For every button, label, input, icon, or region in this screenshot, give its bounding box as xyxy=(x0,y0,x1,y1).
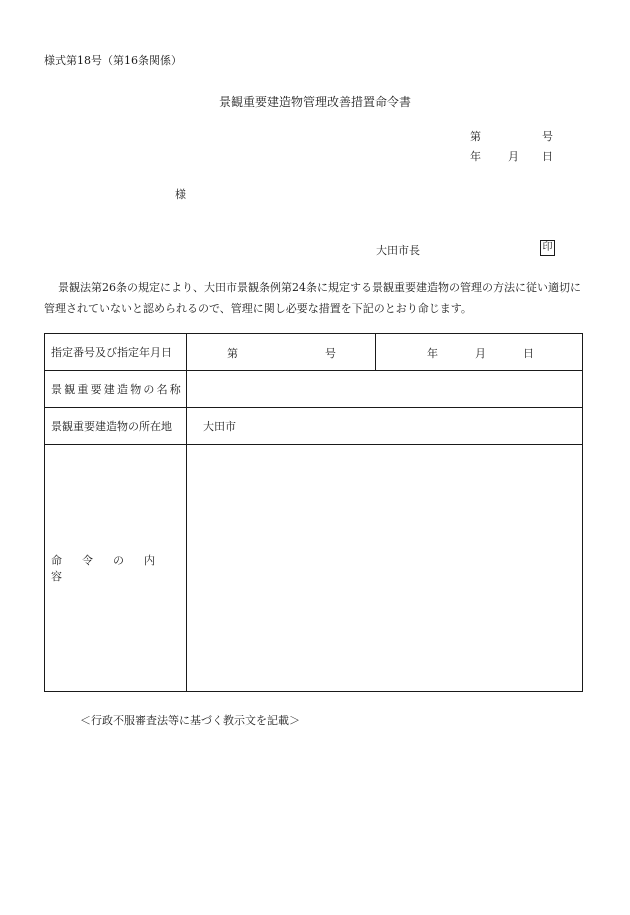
table-row-content xyxy=(45,445,583,692)
number-prefix: 第 xyxy=(470,130,481,143)
table-row-name xyxy=(45,371,583,408)
designation-number-prefix: 第 xyxy=(227,347,238,360)
appeal-notice: ＜行政不服審査法等に基づく教示文を記載＞ xyxy=(80,714,300,727)
designation-day: 日 xyxy=(523,347,534,360)
building-name-value xyxy=(187,371,583,408)
date-year: 年 xyxy=(470,150,481,163)
table-row-location xyxy=(45,408,583,445)
date-month: 月 xyxy=(508,150,519,163)
addressee-suffix: 様 xyxy=(175,188,186,201)
building-location-value: 大田市 xyxy=(187,408,583,445)
order-statement-text: 景観法第26条の規定により、大田市景観条例第24条に規定する景観重要建造物の管理の方法に従い適切に管理されていないと認められるので、管理に関し必要な措置を下記のとおり命じます。 xyxy=(44,281,581,315)
table-row-designation xyxy=(45,334,583,371)
designation-number-suffix: 号 xyxy=(325,347,336,360)
designation-value xyxy=(187,334,583,371)
document-title: 景観重要建造物管理改善措置命令書 xyxy=(218,95,411,109)
designation-label: 指定番号及び指定年月日 xyxy=(45,334,187,371)
date-day: 日 xyxy=(542,150,553,163)
form-number: 様式第18号（第16条関係） xyxy=(44,54,182,67)
issuer-name: 大田市長 xyxy=(376,244,420,257)
building-location-label: 景観重要建造物の所在地 xyxy=(45,408,187,445)
order-table xyxy=(44,333,583,692)
designation-divider xyxy=(375,334,376,370)
building-name-label: 景観重要建造物の名称 xyxy=(45,371,187,408)
order-content-value xyxy=(187,445,583,692)
order-statement xyxy=(44,277,584,319)
number-suffix: 号 xyxy=(542,130,553,143)
designation-year: 年 xyxy=(427,347,438,360)
order-content-label: 命令の内容 xyxy=(45,445,187,692)
seal-mark: 印 xyxy=(540,240,555,256)
designation-month: 月 xyxy=(475,347,486,360)
